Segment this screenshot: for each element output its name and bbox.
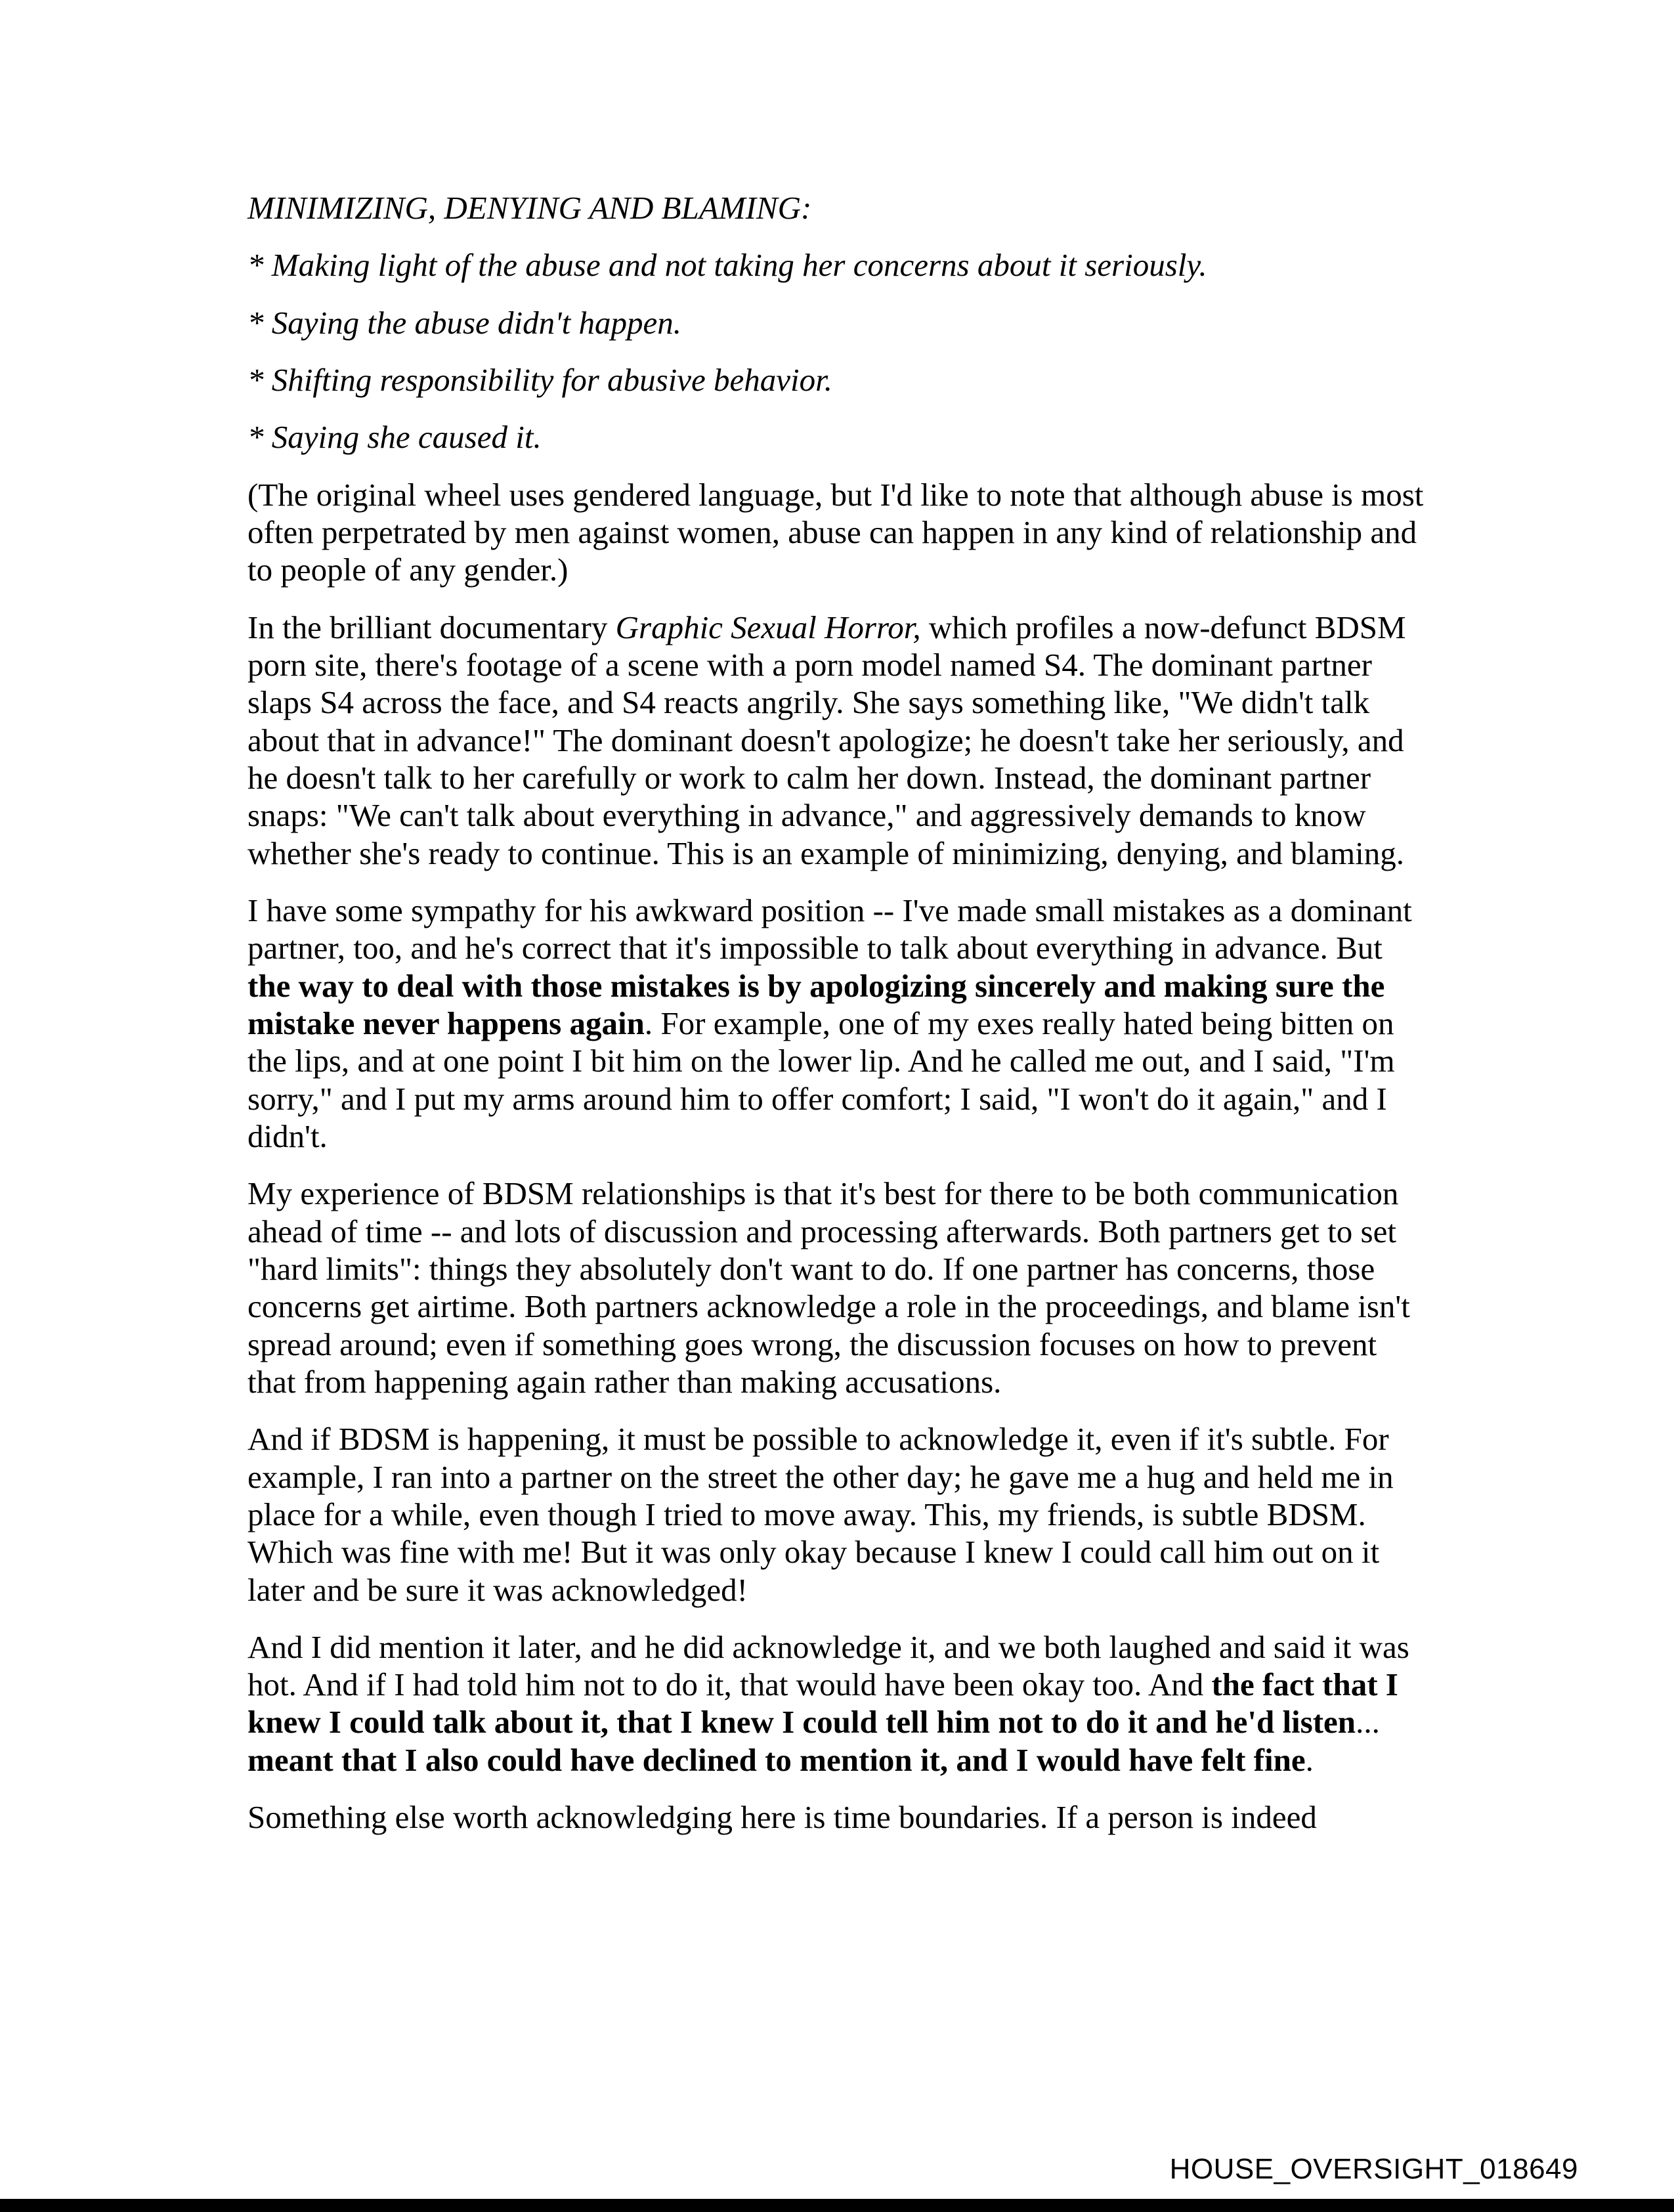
emphasized-text: the fact that I knew I could talk about it, that I knew I could tell him not to do it and he'd listen xyxy=(247,1666,1398,1741)
bullet-item-2: * Saying the abuse didn't happen. xyxy=(247,304,681,341)
paragraph-documentary xyxy=(247,609,1429,872)
emphasized-text: meant that I also could have declined to mention it, and I would have felt fine xyxy=(247,1741,1306,1778)
paragraph-sympathy xyxy=(247,892,1429,1155)
emphasized-text: the way to deal with those mistakes is by apologizing sincerely and making sure the mistake never happens again xyxy=(247,967,1385,1041)
documentary-title: Graphic Sexual Horror, xyxy=(615,609,921,645)
bullet-item-3: * Shifting responsibility for abusive behavior. xyxy=(247,361,833,398)
bates-number: HOUSE_OVERSIGHT_018649 xyxy=(1169,2153,1578,2185)
text-segment: In the brilliant documentary xyxy=(247,609,616,645)
text-segment: I have some sympathy for his awkward position -- I've made small mistakes as a dominant partner, too, and he's correct that it's impossible to talk about everything in advance. But xyxy=(247,892,1412,966)
bullet-item-1: * Making light of the abuse and not taking her concerns about it seriously. xyxy=(247,247,1207,284)
paragraph-experience: My experience of BDSM relationships is that it's best for there to be both communication ahead of time -- and lots of discussion and processing afterwards. Both partners get to set "hard limits": things they absolutely don't want to do. If one partner has concerns, those concerns get airtime. Both partners acknowledge a role in the proceedings, and blame isn't spread around; even if something goes wrong, the discussion focuses on how to prevent that from happening again rather than making accusations. xyxy=(247,1175,1410,1400)
section-heading: MINIMIZING, DENYING AND BLAMING: xyxy=(247,190,812,226)
text-segment: ... xyxy=(1356,1704,1380,1741)
text-segment: which profiles a now-defunct BDSM porn site, there's footage of a scene with a porn model named S4. The dominant partner slaps S4 across the face, and S4 reacts angrily. She says something like, "We didn't talk about that in advance!" The dominant doesn't apologize; he doesn't take her seriously, and he doesn't talk to her carefully or work to calm her down. Instead, the dominant partner snaps: "We can't talk about everything in advance," and aggressively demands to know whether she's ready to continue. This is an example of minimizing, denying, and blaming. xyxy=(247,609,1406,871)
document-content xyxy=(247,189,1429,1855)
paragraph-time-boundaries: Something else worth acknowledging here is time boundaries. If a person is indeed xyxy=(247,1799,1317,1836)
text-segment: . xyxy=(1305,1741,1314,1778)
text-segment: And I did mention it later, and he did acknowledge it, and we both laughed and said it was hot. And if I had told him not to do it, that would have been okay too. And xyxy=(247,1628,1409,1703)
bullet-item-4: * Saying she caused it. xyxy=(247,419,542,456)
scan-bottom-edge xyxy=(0,2199,1674,2212)
paragraph-note: (The original wheel uses gendered language, but I'd like to note that although abuse is most often perpetrated by men against women, abuse can happen in any kind of relationship and to people of any gender.) xyxy=(247,476,1424,588)
paragraph-mention xyxy=(247,1628,1429,1779)
text-segment: . For example, one of my exes really hated being bitten on the lips, and at one point I bit him on the lower lip. And he called me out, and I said, "I'm sorry," and I put my arms around him to offer comfort; I said, "I won't do it again," and I didn't. xyxy=(247,1005,1395,1154)
paragraph-subtle: And if BDSM is happening, it must be possible to acknowledge it, even if it's subtle. For example, I ran into a partner on the street the other day; he gave me a hug and held me in place for a while, even though I tried to move away. This, my friends, is subtle BDSM. Which was fine with me! But it was only okay because I knew I could call him out on it later and be sure it was acknowledged! xyxy=(247,1421,1394,1608)
